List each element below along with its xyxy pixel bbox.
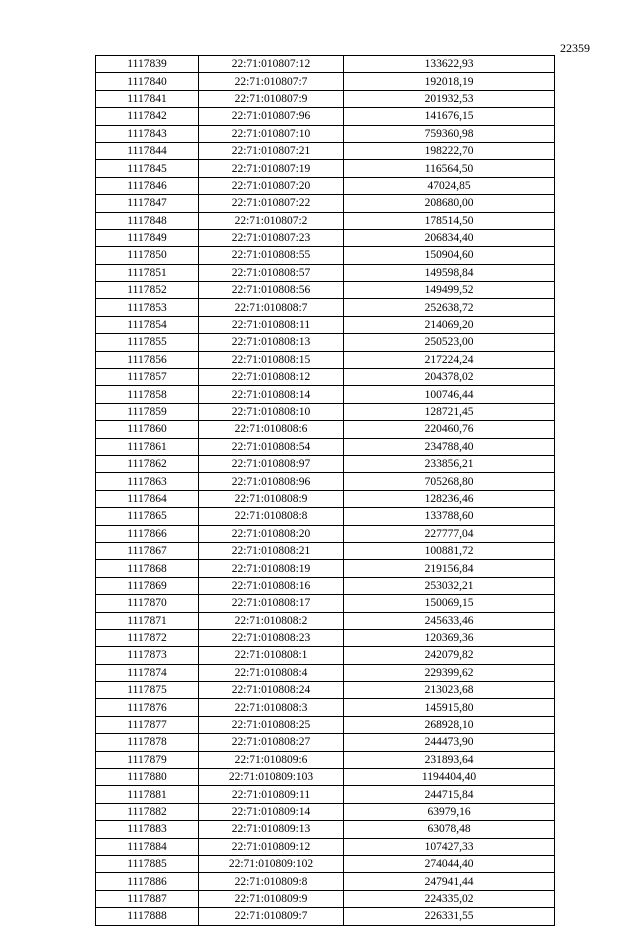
row-number-cell: 1117885 (96, 855, 199, 872)
table-row (96, 664, 555, 681)
cadastral-number-cell: 22:71:010809:103 (199, 769, 344, 786)
table-row (96, 177, 555, 194)
table-row (96, 560, 555, 577)
cadastral-number-cell: 22:71:010809:11 (199, 786, 344, 803)
cadastral-number-cell: 22:71:010808:21 (199, 542, 344, 559)
cadastral-number-cell: 22:71:010809:8 (199, 873, 344, 890)
table-row (96, 334, 555, 351)
table-row (96, 369, 555, 386)
cadastral-number-cell: 22:71:010808:54 (199, 438, 344, 455)
row-number-cell: 1117848 (96, 212, 199, 229)
row-number-cell: 1117863 (96, 473, 199, 490)
value-cell: 141676,15 (344, 108, 555, 125)
value-cell: 759360,98 (344, 125, 555, 142)
table-row (96, 751, 555, 768)
table-row (96, 577, 555, 594)
value-cell: 268928,10 (344, 716, 555, 733)
value-cell: 217224,24 (344, 351, 555, 368)
row-number-cell: 1117872 (96, 629, 199, 646)
row-number-cell: 1117840 (96, 73, 199, 90)
value-cell: 120369,36 (344, 629, 555, 646)
value-cell: 227777,04 (344, 525, 555, 542)
value-cell: 1194404,40 (344, 769, 555, 786)
table-row (96, 595, 555, 612)
table-row (96, 212, 555, 229)
table-row (96, 73, 555, 90)
cadastral-number-cell: 22:71:010808:27 (199, 734, 344, 751)
cadastral-number-cell: 22:71:010808:17 (199, 595, 344, 612)
cadastral-number-cell: 22:71:010807:22 (199, 195, 344, 212)
row-number-cell: 1117869 (96, 577, 199, 594)
table-row (96, 90, 555, 107)
value-cell: 63078,48 (344, 821, 555, 838)
row-number-cell: 1117887 (96, 890, 199, 907)
value-cell: 229399,62 (344, 664, 555, 681)
table-row (96, 438, 555, 455)
cadastral-number-cell: 22:71:010808:1 (199, 647, 344, 664)
value-cell: 245633,46 (344, 612, 555, 629)
value-cell: 250523,00 (344, 334, 555, 351)
cadastral-number-cell: 22:71:010808:14 (199, 386, 344, 403)
table-row (96, 282, 555, 299)
value-cell: 201932,53 (344, 90, 555, 107)
table-row (96, 490, 555, 507)
value-cell: 234788,40 (344, 438, 555, 455)
row-number-cell: 1117854 (96, 316, 199, 333)
cadastral-number-cell: 22:71:010808:55 (199, 247, 344, 264)
table-row (96, 142, 555, 159)
row-number-cell: 1117844 (96, 142, 199, 159)
row-number-cell: 1117856 (96, 351, 199, 368)
cadastral-number-cell: 22:71:010808:23 (199, 629, 344, 646)
cadastral-number-cell: 22:71:010809:12 (199, 838, 344, 855)
value-cell: 224335,02 (344, 890, 555, 907)
row-number-cell: 1117876 (96, 699, 199, 716)
cadastral-number-cell: 22:71:010807:21 (199, 142, 344, 159)
value-cell: 150069,15 (344, 595, 555, 612)
row-number-cell: 1117875 (96, 682, 199, 699)
cadastral-number-cell: 22:71:010808:10 (199, 403, 344, 420)
row-number-cell: 1117858 (96, 386, 199, 403)
value-cell: 242079,82 (344, 647, 555, 664)
cadastral-number-cell: 22:71:010808:16 (199, 577, 344, 594)
cadastral-number-cell: 22:71:010809:13 (199, 821, 344, 838)
value-cell: 145915,80 (344, 699, 555, 716)
value-cell: 133622,93 (344, 56, 555, 73)
row-number-cell: 1117879 (96, 751, 199, 768)
table-row (96, 455, 555, 472)
cadastral-number-cell: 22:71:010808:4 (199, 664, 344, 681)
table-row (96, 351, 555, 368)
table-row (96, 629, 555, 646)
value-cell: 100746,44 (344, 386, 555, 403)
row-number-cell: 1117870 (96, 595, 199, 612)
row-number-cell: 1117865 (96, 508, 199, 525)
value-cell: 149598,84 (344, 264, 555, 281)
cadastral-number-cell: 22:71:010808:96 (199, 473, 344, 490)
table-row (96, 125, 555, 142)
table-row (96, 473, 555, 490)
row-number-cell: 1117884 (96, 838, 199, 855)
cadastral-number-cell: 22:71:010808:97 (199, 455, 344, 472)
table-row (96, 855, 555, 872)
row-number-cell: 1117839 (96, 56, 199, 73)
table-row (96, 229, 555, 246)
row-number-cell: 1117873 (96, 647, 199, 664)
table-row (96, 247, 555, 264)
cadastral-number-cell: 22:71:010809:6 (199, 751, 344, 768)
row-number-cell: 1117847 (96, 195, 199, 212)
value-cell: 233856,21 (344, 455, 555, 472)
table-row (96, 890, 555, 907)
table-row (96, 647, 555, 664)
table-row (96, 542, 555, 559)
value-cell: 133788,60 (344, 508, 555, 525)
cadastral-number-cell: 22:71:010807:7 (199, 73, 344, 90)
value-cell: 705268,80 (344, 473, 555, 490)
value-cell: 219156,84 (344, 560, 555, 577)
value-cell: 231893,64 (344, 751, 555, 768)
cadastral-number-cell: 22:71:010808:20 (199, 525, 344, 542)
value-cell: 244715,84 (344, 786, 555, 803)
value-cell: 63979,16 (344, 803, 555, 820)
row-number-cell: 1117883 (96, 821, 199, 838)
table-row (96, 299, 555, 316)
cadastral-number-cell: 22:71:010808:12 (199, 369, 344, 386)
cadastral-number-cell: 22:71:010807:10 (199, 125, 344, 142)
row-number-cell: 1117849 (96, 229, 199, 246)
table-row (96, 525, 555, 542)
cadastral-number-cell: 22:71:010809:14 (199, 803, 344, 820)
value-cell: 214069,20 (344, 316, 555, 333)
row-number-cell: 1117866 (96, 525, 199, 542)
table-row (96, 421, 555, 438)
row-number-cell: 1117855 (96, 334, 199, 351)
value-cell: 116564,50 (344, 160, 555, 177)
cadastral-number-cell: 22:71:010809:9 (199, 890, 344, 907)
cadastral-number-cell: 22:71:010808:7 (199, 299, 344, 316)
cadastral-number-cell: 22:71:010808:56 (199, 282, 344, 299)
row-number-cell: 1117857 (96, 369, 199, 386)
cadastral-number-cell: 22:71:010809:102 (199, 855, 344, 872)
table-row (96, 682, 555, 699)
table-row (96, 734, 555, 751)
table-row (96, 160, 555, 177)
row-number-cell: 1117851 (96, 264, 199, 281)
cadastral-number-cell: 22:71:010809:7 (199, 908, 344, 925)
value-cell: 220460,76 (344, 421, 555, 438)
table-row (96, 699, 555, 716)
table-row (96, 56, 555, 73)
row-number-cell: 1117881 (96, 786, 199, 803)
row-number-cell: 1117852 (96, 282, 199, 299)
value-cell: 206834,40 (344, 229, 555, 246)
table-row (96, 716, 555, 733)
cadastral-number-cell: 22:71:010807:96 (199, 108, 344, 125)
value-cell: 149499,52 (344, 282, 555, 299)
row-number-cell: 1117878 (96, 734, 199, 751)
value-cell: 274044,40 (344, 855, 555, 872)
row-number-cell: 1117859 (96, 403, 199, 420)
row-number-cell: 1117861 (96, 438, 199, 455)
cadastral-number-cell: 22:71:010808:8 (199, 508, 344, 525)
cadastral-number-cell: 22:71:010808:2 (199, 612, 344, 629)
cadastral-number-cell: 22:71:010807:12 (199, 56, 344, 73)
row-number-cell: 1117842 (96, 108, 199, 125)
value-cell: 178514,50 (344, 212, 555, 229)
table-row (96, 108, 555, 125)
row-number-cell: 1117877 (96, 716, 199, 733)
row-number-cell: 1117862 (96, 455, 199, 472)
table-row (96, 803, 555, 820)
row-number-cell: 1117868 (96, 560, 199, 577)
value-cell: 247941,44 (344, 873, 555, 890)
cadastral-number-cell: 22:71:010808:15 (199, 351, 344, 368)
value-cell: 198222,70 (344, 142, 555, 159)
cadastral-number-cell: 22:71:010808:24 (199, 682, 344, 699)
table-row (96, 873, 555, 890)
value-cell: 47024,85 (344, 177, 555, 194)
row-number-cell: 1117874 (96, 664, 199, 681)
data-table (95, 55, 555, 926)
cadastral-number-cell: 22:71:010807:19 (199, 160, 344, 177)
row-number-cell: 1117888 (96, 908, 199, 925)
row-number-cell: 1117846 (96, 177, 199, 194)
row-number-cell: 1117864 (96, 490, 199, 507)
cadastral-number-cell: 22:71:010808:25 (199, 716, 344, 733)
row-number-cell: 1117845 (96, 160, 199, 177)
table-body (96, 56, 555, 926)
row-number-cell: 1117886 (96, 873, 199, 890)
row-number-cell: 1117843 (96, 125, 199, 142)
row-number-cell: 1117871 (96, 612, 199, 629)
value-cell: 107427,33 (344, 838, 555, 855)
cadastral-number-cell: 22:71:010807:9 (199, 90, 344, 107)
value-cell: 204378,02 (344, 369, 555, 386)
cadastral-number-cell: 22:71:010808:19 (199, 560, 344, 577)
value-cell: 100881,72 (344, 542, 555, 559)
table-row (96, 769, 555, 786)
table-row (96, 821, 555, 838)
table-row (96, 508, 555, 525)
value-cell: 128236,46 (344, 490, 555, 507)
value-cell: 192018,19 (344, 73, 555, 90)
cadastral-number-cell: 22:71:010808:3 (199, 699, 344, 716)
cadastral-number-cell: 22:71:010807:23 (199, 229, 344, 246)
cadastral-number-cell: 22:71:010808:9 (199, 490, 344, 507)
page-number: 22359 (560, 41, 590, 55)
value-cell: 208680,00 (344, 195, 555, 212)
row-number-cell: 1117841 (96, 90, 199, 107)
value-cell: 253032,21 (344, 577, 555, 594)
cadastral-number-cell: 22:71:010807:2 (199, 212, 344, 229)
row-number-cell: 1117882 (96, 803, 199, 820)
cadastral-number-cell: 22:71:010808:57 (199, 264, 344, 281)
value-cell: 226331,55 (344, 908, 555, 925)
cadastral-number-cell: 22:71:010808:13 (199, 334, 344, 351)
table-row (96, 386, 555, 403)
table-row (96, 195, 555, 212)
value-cell: 244473,90 (344, 734, 555, 751)
table-row (96, 612, 555, 629)
row-number-cell: 1117867 (96, 542, 199, 559)
row-number-cell: 1117860 (96, 421, 199, 438)
row-number-cell: 1117850 (96, 247, 199, 264)
cadastral-number-cell: 22:71:010807:20 (199, 177, 344, 194)
cadastral-number-cell: 22:71:010808:6 (199, 421, 344, 438)
table-row (96, 316, 555, 333)
value-cell: 150904,60 (344, 247, 555, 264)
value-cell: 213023,68 (344, 682, 555, 699)
table-row (96, 908, 555, 925)
value-cell: 128721,45 (344, 403, 555, 420)
row-number-cell: 1117853 (96, 299, 199, 316)
table-row (96, 838, 555, 855)
table-row (96, 403, 555, 420)
value-cell: 252638,72 (344, 299, 555, 316)
cadastral-number-cell: 22:71:010808:11 (199, 316, 344, 333)
row-number-cell: 1117880 (96, 769, 199, 786)
table-row (96, 786, 555, 803)
table-row (96, 264, 555, 281)
